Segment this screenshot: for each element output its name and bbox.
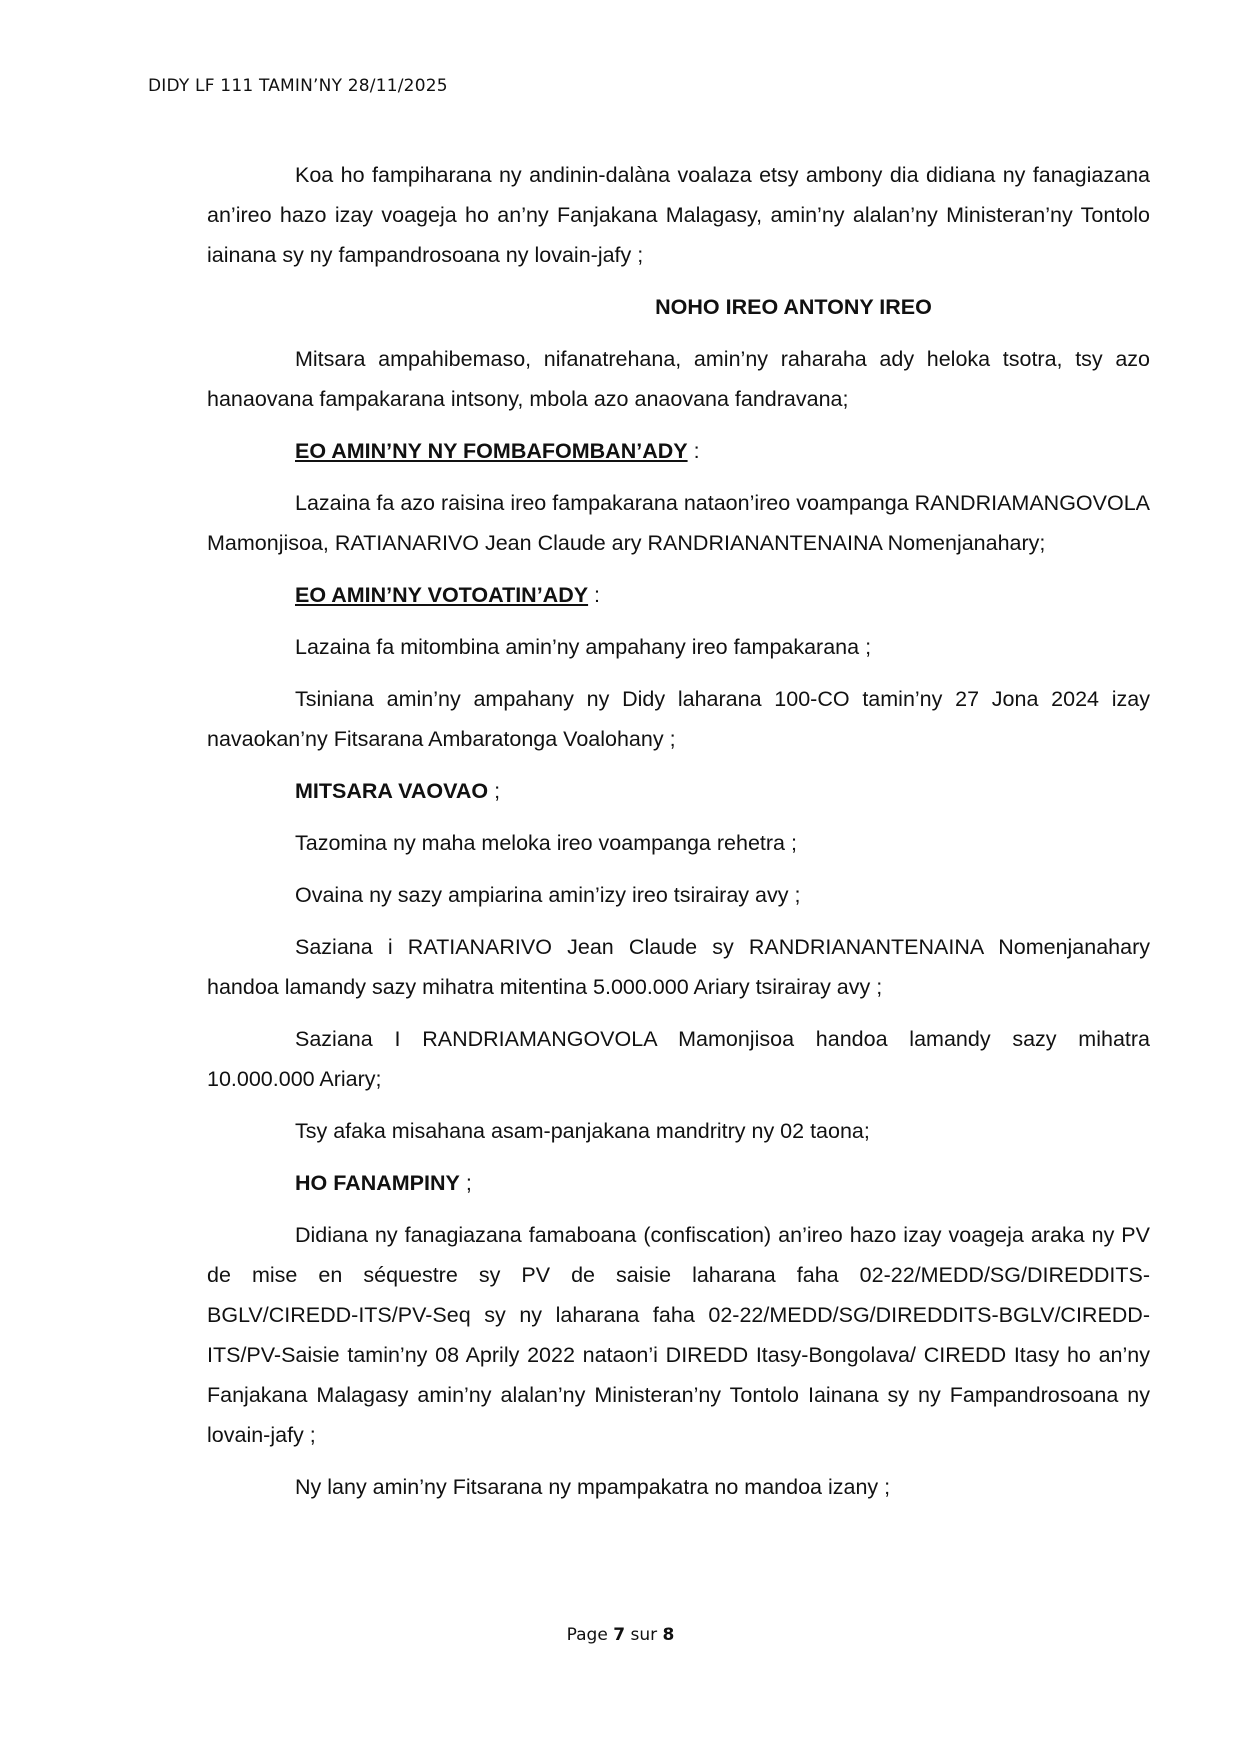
heading-new-ruling (207, 771, 1150, 811)
paragraph-appeal-founded: Lazaina fa mitombina amin’ny ampahany ireo fampakarana ; (295, 635, 872, 659)
page-sur: sur (625, 1625, 663, 1645)
paragraph-confiscation-order: Didiana ny fanagiazana famaboana (confiscation) an’ireo hazo izay voageja araka ny PV de mise en séquestre sy PV de saisie laharana faha 02-22/MEDD/SG/DIREDDITS-BGLV/CIREDD-ITS/PV-Seq sy ny laharana faha 02-22/MEDD/SG/DIREDDITS-BGLV/CIREDD-ITS/PV-Saisie tamin’ny 08 Aprily 2022 nataon’i DIREDD Itasy-Bongolava/ CIREDD Itasy ho an’ny Fanjakana Malagasy amin’ny alalan’ny Ministeran’ny Tontolo Iainana sy ny Fampandrosoana ny lovain-jafy ; (207, 1223, 1150, 1447)
paragraph-fine-10m: Saziana I RANDRIAMANGOVOLA Mamonjisoa handoa lamandy sazy mihatra 10.000.000 Ariary; (207, 1027, 1150, 1091)
paragraph-judgment-nature: Mitsara ampahibemaso, nifanatrehana, amin’ny raharaha ady heloka tsotra, tsy azo hanaovana fampakarana intsony, mbola azo anaovana fandravana; (207, 347, 1150, 411)
paragraph-judgment-reversed: Tsiniana amin’ny ampahany ny Didy laharana 100-CO tamin’ny 27 Jona 2024 izay navaokan’ny Fitsarana Ambaratonga Voalohany ; (207, 687, 1150, 751)
paragraph-costs: Ny lany amin’ny Fitsarana ny mpampakatra no mandoa izany ; (295, 1475, 891, 1499)
heading-procedure (207, 431, 1150, 471)
page-total: 8 (662, 1625, 675, 1645)
page-label: Page (566, 1625, 614, 1645)
page-footer (0, 1625, 1241, 1645)
heading-additional-label: HO FANAMPINY (295, 1171, 460, 1195)
heading-new-ruling-suffix: ; (488, 779, 501, 803)
heading-new-ruling-label: MITSARA VAOVAO (295, 779, 489, 803)
paragraph-appeal-admissible: Lazaina fa azo raisina ireo fampakarana nataon’ireo voampanga RANDRIAMANGOVOLA Mamonjisoa, RATIANARIVO Jean Claude ary RANDRIANANTENAINA Nomenjanahary; (207, 491, 1150, 555)
heading-procedure-label: EO AMIN’NY NY FOMBAFOMBAN’ADY (295, 439, 688, 463)
page-current: 7 (613, 1625, 626, 1645)
paragraph-public-office-ban: Tsy afaka misahana asam-panjakana mandritry ny 02 taona; (295, 1119, 870, 1143)
document-body (207, 155, 1150, 1519)
section-title: NOHO IREO ANTONY IREO (655, 295, 932, 319)
heading-merits-label: EO AMIN’NY VOTOATIN’ADY (295, 583, 589, 607)
heading-merits-suffix: : (588, 583, 601, 607)
heading-additional (207, 1163, 1150, 1203)
heading-merits (207, 575, 1150, 615)
heading-additional-suffix: ; (459, 1171, 472, 1195)
paragraph-confiscation-intro: Koa ho fampiharana ny andinin-dalàna voalaza etsy ambony dia didiana ny fanagiazana an’ireo hazo izay voageja ho an’ny Fanjakana Malagasy, amin’ny alalan’ny Ministeran’ny Tontolo iainana sy ny fampandrosoana ny lovain-jafy ; (207, 163, 1150, 267)
paragraph-fine-5m: Saziana i RATIANARIVO Jean Claude sy RANDRIANANTENAINA Nomenjanahary handoa lamandy sazy mihatra mitentina 5.000.000 Ariary tsirairay avy ; (207, 935, 1150, 999)
paragraph-sentence-modified: Ovaina ny sazy ampiarina amin’izy ireo tsirairay avy ; (295, 883, 801, 907)
heading-procedure-suffix: : (687, 439, 700, 463)
paragraph-guilt-upheld: Tazomina ny maha meloka ireo voampanga rehetra ; (295, 831, 797, 855)
document-header: DIDY LF 111 TAMIN’NY 28/11/2025 (148, 76, 448, 96)
